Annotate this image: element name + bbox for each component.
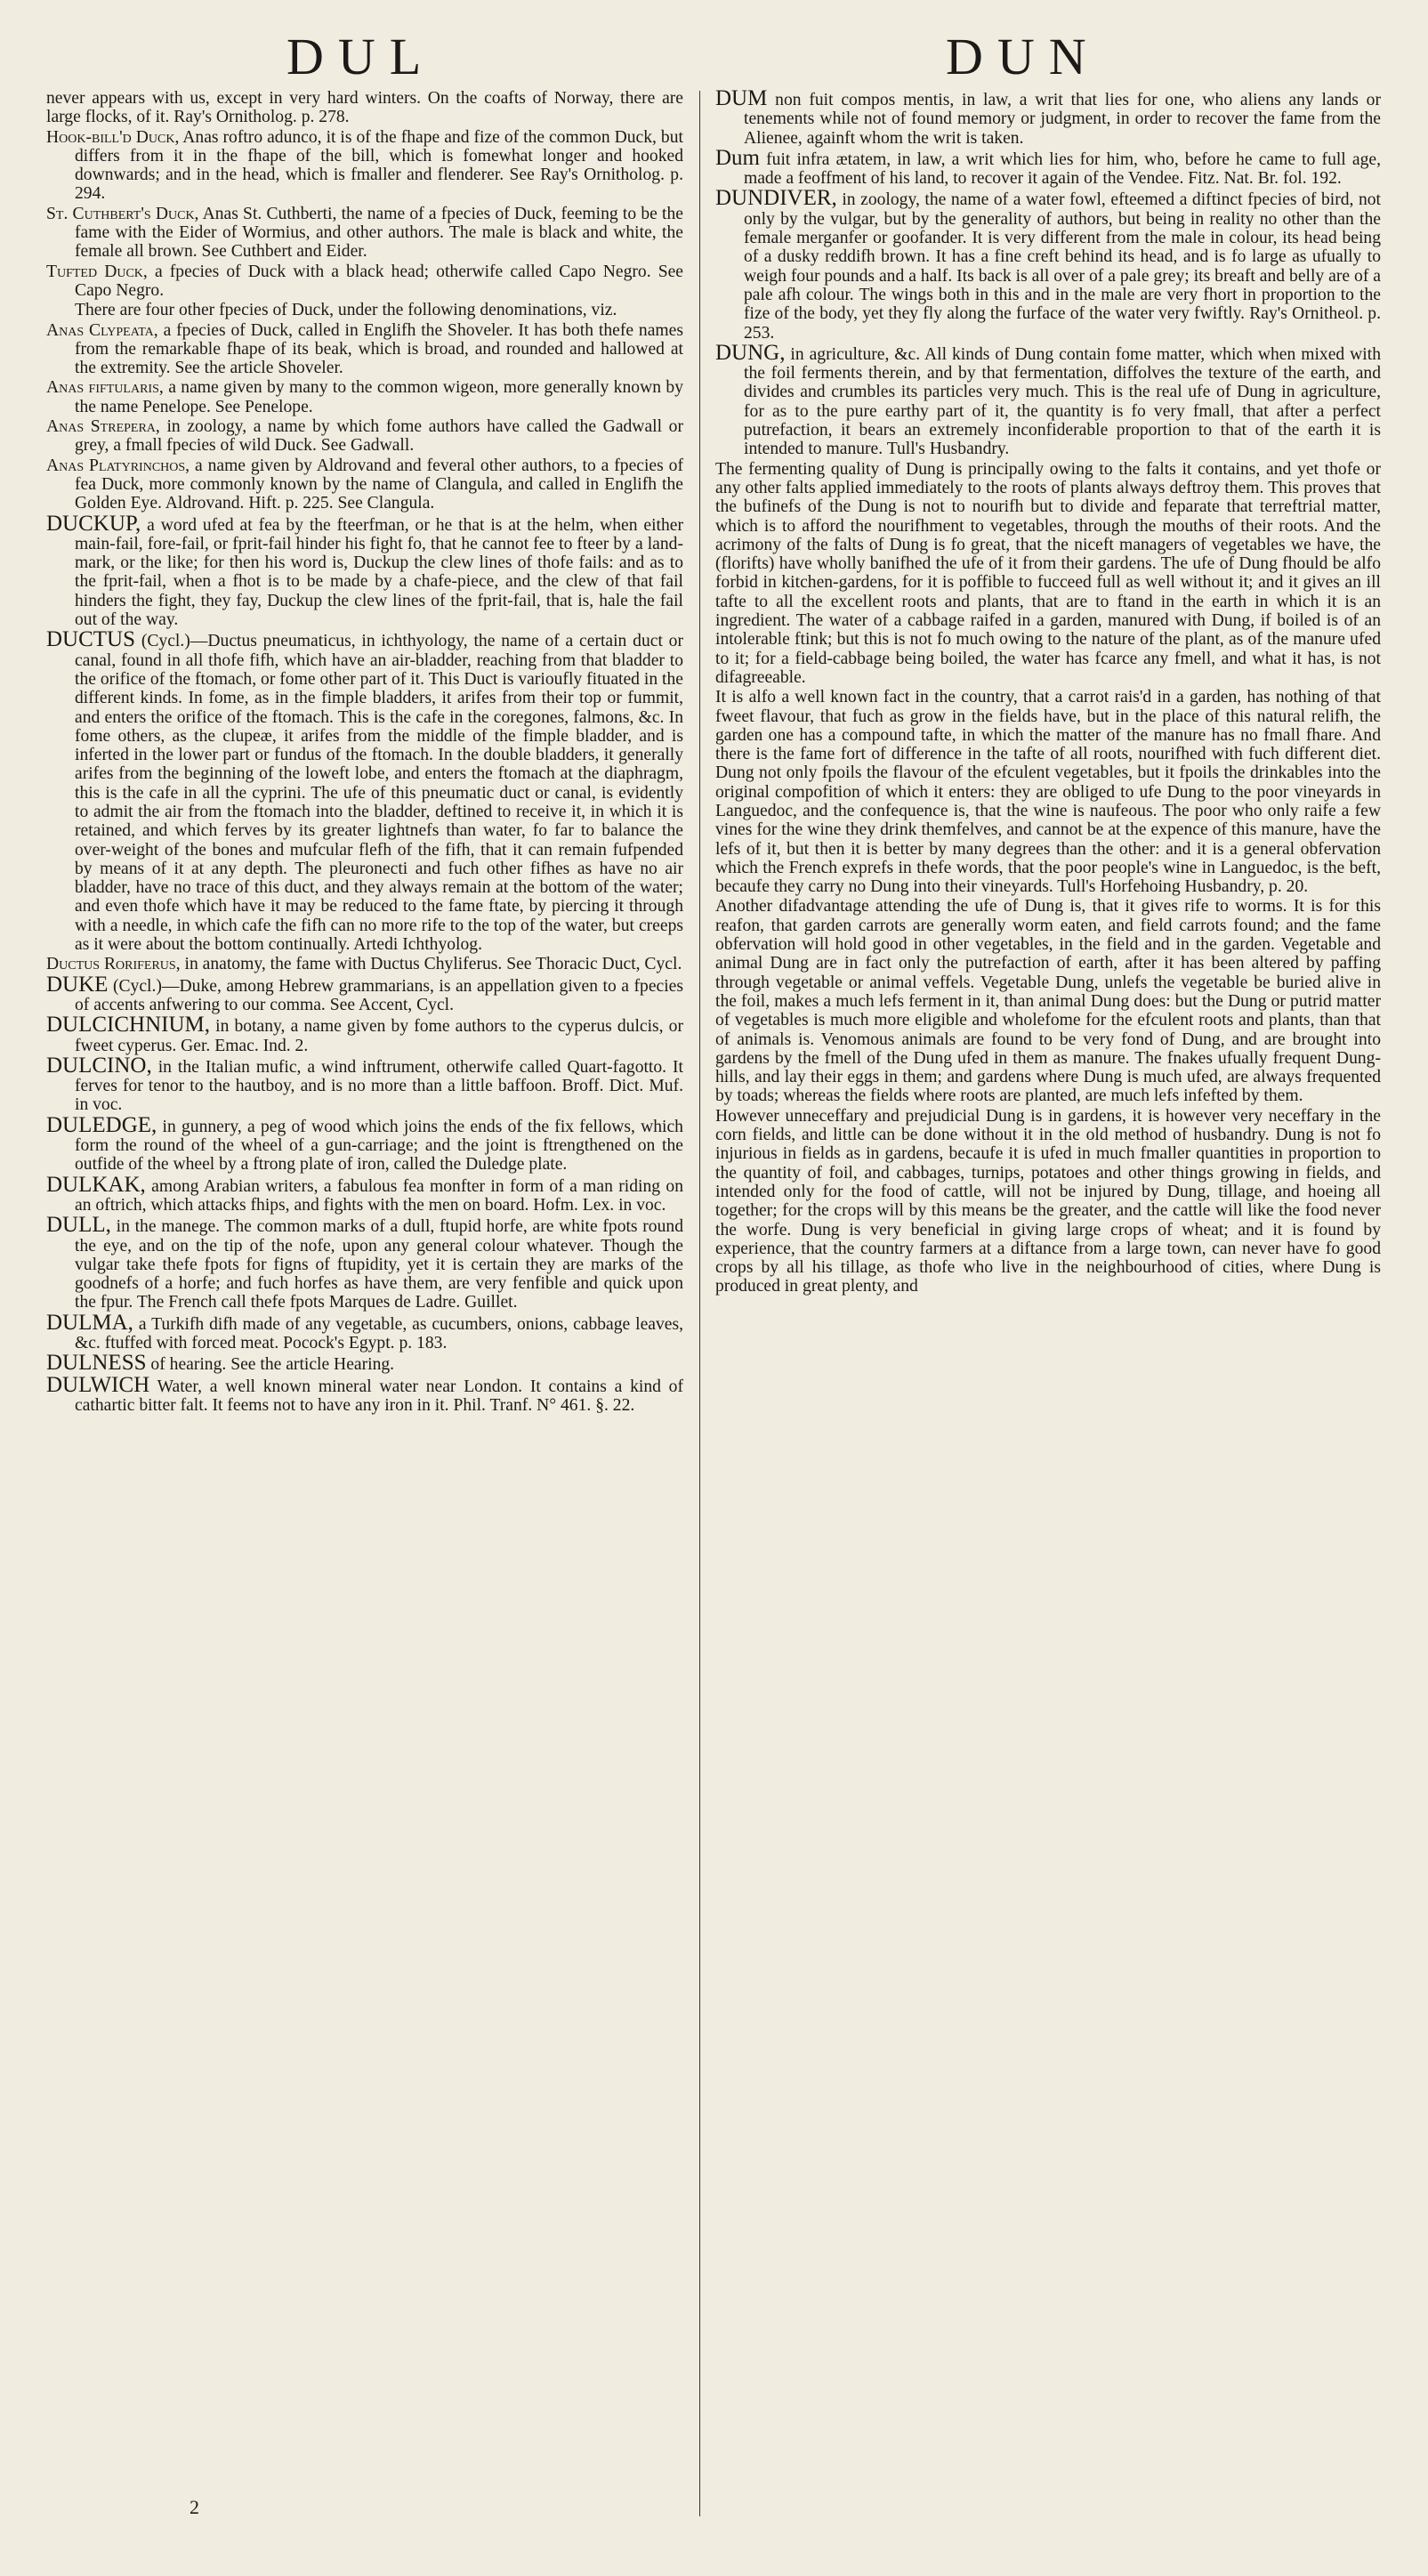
dictionary-entry (715, 145, 1381, 189)
dictionary-entry (46, 955, 683, 973)
entry-text: fuit infra ætatem, in law, a writ which lies for him, who, before he came to full age, made a feoffment of his land, to recover it again of the Vendee. Fitz. Nat. Br. fol. 192. (744, 149, 1381, 189)
dictionary-entry (46, 262, 683, 301)
entry-headword: Anas Clypeata, (46, 320, 158, 340)
dictionary-entry (46, 128, 683, 204)
entry-headword: DULL, (46, 1213, 111, 1238)
entry-text: of hearing. See the article Hearing. (150, 1355, 395, 1375)
entry-text: in the Italian mufic, a wind inftrument, otherwife called Quart-fagotto. It ferves for tenor to the hautboy, and is no more than a little baffoon. Broff. Dict. Muf. in voc. (75, 1057, 683, 1115)
left-column (46, 89, 683, 2532)
dictionary-entry (46, 972, 683, 1015)
entry-headword: Dum (715, 145, 760, 170)
entry-headword: DUNDIVER, (715, 186, 837, 211)
entry-text: in zoology, a name by which fome authors have called the Gadwall or grey, a fmall fpecies of wild Duck. See Gadwall. (75, 417, 683, 456)
entry-headword: St. Cuthbert's Duck, (46, 204, 199, 223)
entry-text: among Arabian writers, a fabulous fea monfter in form of a man riding on an oftrich, which attacks fhips, and fights with the men on board. Hofm. Lex. in voc. (75, 1176, 683, 1215)
entry-headword: DULCICHNIUM, (46, 1013, 211, 1038)
dictionary-entry (46, 1015, 683, 1055)
entry-text: Water, a well known mineral water near London. It contains a kind of cathartic bitter falt. It feems not to have any iron in it. Phil. Tranf. N° 461. §. 22. (75, 1377, 683, 1415)
entry-text: It is alfo a well known fact in the country, that a carrot rais'd in a garden, has nothing of that fweet flavour, that fuch as grow in the fields have, but in the place of this natural relifh, the garden one has a compound tafte, in which the matter of the manure has no fmall fhare. And there is the fame fort of difference in the tafte of all roots, nourifhed with fuch different diet. Dung not only fpoils the flavour of the efculent vegetables, but it fpoils the drinkables into the original compofition of which it enters: they are obliged to ufe Dung to the poor vineyards in Languedoc, and the confequence is, that the wine is naufeous. The poor who only raife a few vines for the wine they drink themfelves, and cannot be at the expence of this manure, have the lefs of it, but then it is better by many degrees than the other: and it is a general obfervation which the French exprefs in thefe words, that the poor people's wine in Languedoc, is the beft, becaufe they carry no Dung into their vineyards. Tull's Horfehoing Husbandry, p. 20. (715, 688, 1381, 897)
entry-headword: DUM (715, 89, 768, 110)
running-head-right: DUN (946, 28, 1101, 85)
entry-text: in botany, a name given by fome authors to the cyperus dulcis, or fweet cyperus. Ger. Emac. Ind. 2. (75, 1017, 683, 1055)
entry-headword: DUNG, (715, 340, 786, 365)
dictionary-entry (46, 321, 683, 378)
entry-headword: Anas Strepera, (46, 417, 160, 437)
entry-text: a fpecies of Duck with a black head; otherwife called Capo Negro. See Capo Negro. (75, 262, 683, 300)
dictionary-entry (46, 301, 683, 319)
entry-headword: DULMA, (46, 1310, 133, 1335)
right-column (715, 89, 1381, 2532)
column-divider (699, 91, 700, 2516)
dictionary-entry (715, 688, 1381, 896)
page-folio: 2 (190, 2496, 199, 2518)
entry-text: The fermenting quality of Dung is principally owing to the falts it contains, and yet thofe or any other falts applied immediately to the roots of plants always deftroy them. This proves that the bufinefs of the Dung is not to nourifh but to divide and feparate that terreftrial matter, which is to afford the nourifhment to vegetables, through the mouths of their roots. And the acrimony of the falts of Dung is fo great, that the niceft managers of vegetables we have, the (florifts) have wholly banifhed the ufe of it from their gardens. The ufe of Dung fhould be alfo forbid in kitchen-gardens, for it is poffible to fucceed full as well without it; and it gives an ill tafte to all the excellent roots and plants, that are to ftand in the earth in which it is an ingredient. The water of a cabbage raifed in a garden, manured with Dung, if boiled is of an intolerable ftink; but this is not fo much owing to the nature of the plant, as of the manure ufed to it; for a field-cabbage being boiled, the water has fcarce any fmell, and what it has, is not difagreeable. (715, 459, 1381, 687)
entry-headword: DULKAK, (46, 1172, 146, 1197)
entry-text: There are four other fpecies of Duck, under the following denominations, viz. (75, 301, 617, 320)
entry-text: a name given by Aldrovand and feveral other authors, to a fpecies of fea Duck, more commonly known by the name of Clangula, and called in Englifh the Golden Eye. Aldrovand. Hift. p. 225. See Clangula. (75, 456, 683, 513)
entry-text: a fpecies of Duck, called in Englifh the Shoveler. It has both thefe names from the remarkable fhape of its beak, which is broad, and rounded and hallowed at the extremity. See the article Shoveler. (75, 320, 683, 378)
dictionary-entry (46, 1353, 683, 1374)
entry-text: never appears with us, except in very hard winters. On the coafts of Norway, there are large flocks, of it. Ray's Ornitholog. p. 278. (46, 89, 683, 127)
entry-text: a word ufed at fea by the fteerfman, or he that is at the helm, when either main-fail, fore-fail, or fprit-fail hinder his fight fo, that he cannot fee to fteer by a land-mark, or the like; for then his word is, Duckup the clew lines of thofe fails: and as to the fprit-fail, when a fhot is to be made by a chafe-piece, and the clew of that fail hinders the fight, they fay, Duckup the clew lines of the fprit-fail, that is, hale the fail out of the way. (75, 515, 683, 630)
dictionary-entry (715, 340, 1381, 459)
entry-headword: DULCINO, (46, 1053, 152, 1078)
entry-headword: DUKE (46, 972, 109, 997)
entry-headword: Hook-bill'd Duck, (46, 127, 180, 147)
entry-text: in agriculture, &c. All kinds of Dung contain fome matter, which when mixed with the foil ferments therein, and by that fermentation, diffolves the texture of the earth, and divides and crumbles its particles very much. This is the real ufe of Dung in agriculture, for as to the pure earthy part of it, the quantity is fo very fmall, that after a perfect putrefaction, it bears an extremely inconfiderable proportion to that of the earth it is intended to manure. Tull's Husbandry. (744, 344, 1381, 459)
dictionary-entry (46, 1172, 683, 1215)
entry-headword: DUCTUS (46, 627, 136, 652)
running-head-left: DUL (286, 28, 436, 85)
dictionary-entry (46, 1372, 683, 1416)
dictionary-entry (46, 1215, 683, 1312)
dictionary-entry (46, 1112, 683, 1175)
entry-headword: Anas fiftularis, (46, 378, 164, 398)
dictionary-entry (46, 1310, 683, 1353)
dictionary-entry (715, 186, 1381, 343)
dictionary-entry (46, 205, 683, 262)
entry-text: a Turkifh difh made of any vegetable, as cucumbers, onions, cabbage leaves, &c. ftuffed with forced meat. Pocock's Egypt. p. 183. (75, 1314, 683, 1353)
dictionary-entry (46, 627, 683, 955)
entry-text: in zoology, the name of a water fowl, efteemed a diftinct fpecies of bird, not only by the vulgar, but by the generality of authors, but being in reality no other than the female merganfer or goofander. It is very different from the male in colour, its head being of a dusky reddifh brown. It has a fine creft behind its head, and is fo large as ufually to weigh four pounds and a half. Its back is all over of a pale grey; its breaft and belly are of a pale afh colour. The wings both in this and in the male are very fhort in proportion to the fize of the body, yet they fly along the furface of the water very fwiftly. Ray's Ornitheol. p. 253. (744, 190, 1381, 343)
entry-text: non fuit compos mentis, in law, a writ that lies for one, who aliens any lands or tenements while not of found memory or judgment, in order to recover the fame from the Alienee, againft whom the writ is taken. (744, 91, 1381, 148)
entry-headword: DULNESS (46, 1351, 147, 1376)
dictionary-entry (46, 511, 683, 630)
dictionary-entry (715, 1107, 1381, 1296)
entry-text: Another difadvantage attending the ufe of Dung is, that it gives rife to worms. It is for this reafon, that garden carrots are generally worm eaten, and field carrots found; and the fame obfervation will hold good in other vegetables, in the field and in the garden. Vegetable and animal Dung are in fact only the putrefaction of earth, after it has been altered by paffing through vegetable or animal veffels. Vegetable Dung, unlefs the vegetable be buried alive in the foil, makes a much lefs ferment in it, than animal Dung does: but the Dung or putrid matter of vegetables is much more eligible and wholefome for the efculent roots and plants, than that of animals is. Venomous animals are found to be very fond of Dung, and are brought into gardens by the fmell of the Dung ufed in them as manure. The fnakes ufually frequent Dung-hills, and lay their eggs in them; and gardens where Dung is much ufed, are always frequented by toads; whereas the fields where roots are planted, are much lefs infefted by them. (715, 897, 1381, 1106)
dictionary-entry (715, 89, 1381, 148)
entry-headword: Ductus Roriferus, (46, 955, 181, 974)
entry-headword: DULWICH (46, 1372, 150, 1397)
dictionary-entry (715, 897, 1381, 1105)
dictionary-entry (46, 456, 683, 513)
entry-headword: DUCKUP, (46, 511, 141, 536)
entry-headword: Anas Platyrinchos, (46, 456, 190, 475)
entry-text: (Cycl.)—Ductus pneumaticus, in ichthyology, the name of a certain duct or canal, found in all thofe fifh, which have an air-bladder, reaching from that bladder to the orifice of the ftomach, or fome other part of it. This Duct is varioufly fituated in the different kinds. In fome, as in the fimple bladders, it arifes from their top or fummit, and enters the orifice of the ftomach. This is the cafe in the coregones, falmons, &c. In fome others, as the clupeæ, it arifes from the middle of the fimple bladder, and is inferted in the lower part or fundus of the ftomach. In the double bladders, it generally arifes from the beginning of the loweft lobe, and enters the ftomach at the diaphragm, this is the cafe in all the cyprini. The ufe of this pneumatic duct or canal, is evidently to admit the air from the ftomach into the bladder, deftined to receive it, in which it is retained, and which ferves by its greater lightnefs than water, fo far to balance the over-weight of the bones and mufcular flefh of the fifh, that it can remain fufpended by means of it at any depth. The pleuronecti and fuch other fifhes as have no air bladder, have no trace of this duct, and they always remain at the bottom of the water; and even thofe which have it may be reduced to the fame ftate, by piercing it through with a needle, in which cafe the fifh can no more rife to the top of the water, but creeps as it were about the bottom continually. Artedi Ichthyolog. (75, 632, 683, 955)
entry-headword: DULEDGE, (46, 1112, 157, 1137)
entry-text: Anas roftro adunco, it is of the fhape and fize of the common Duck, but differs from it in the fhape of the bill, which is fomewhat longer and hooked downwards; and in the head, which is fmaller and flenderer. See Ray's Ornitholog. p. 294. (75, 127, 683, 204)
dictionary-entry (46, 417, 683, 456)
entry-headword: Tufted Duck, (46, 262, 148, 281)
dictionary-entry (46, 89, 683, 127)
entry-text: (Cycl.)—Duke, among Hebrew grammarians, is an appellation given to a fpecies of accents anfwering to our comma. See Accent, Cycl. (75, 976, 683, 1014)
entry-text: However unneceffary and prejudicial Dung is in gardens, it is however very neceffary in the corn fields, and little can be done without it in the old method of husbandry. Dung is not fo injurious in fields as in gardens, becaufe it is ufed in much fmaller quantities in proportion to the quantity of foil, and cabbages, turnips, potatoes and other things growing in fields, and intended only for the food of cattle, will not be injured by Dung, tillage, and hoeing all together; for the crops will by this means be the greater, and the cattle will like the food never the worfe. Dung is very beneficial in giving large crops of wheat; and it is found by experience, that the country farmers at a diftance from a large town, can never have fo good crops by all his tillage, as thofe who live in the neighbourhood of cities, where Dung is produced in great plenty, and (715, 1106, 1381, 1296)
entry-text: in gunnery, a peg of wood which joins the ends of the fix fellows, which form the round of the wheel of a gun-carriage; and the joint is ftrengthened on the outfide of the wheel by a ftrong plate of iron, called the Duledge plate. (75, 1117, 683, 1175)
entry-text: a name given by many to the common wigeon, more generally known by the name Penelope. See Penelope. (75, 378, 683, 416)
dictionary-entry (46, 1053, 683, 1115)
dictionary-entry (46, 378, 683, 416)
entry-text: Anas St. Cuthberti, the name of a fpecies of Duck, feeming to be the fame with the Eider of Wormius, and other authors. The male is black and white, the female all brown. See Cuthbert and Eider. (75, 204, 683, 262)
entry-text: in the manege. The common marks of a dull, ftupid horfe, are white fpots round the eye, and on the tip of the nofe, upon any general colour whatever. Though the vulgar take thefe fpots for figns of ftupidity, yet it is certain they are marks of the goodnefs of a horfe; and fuch horfes as have them, are very fenfible and quick upon the fpur. The French call thefe fpots Marques de Ladre. Guillet. (75, 1217, 683, 1312)
entry-text: in anatomy, the fame with Ductus Chyliferus. See Thoracic Duct, Cycl. (184, 955, 682, 974)
dictionary-entry (715, 460, 1381, 688)
